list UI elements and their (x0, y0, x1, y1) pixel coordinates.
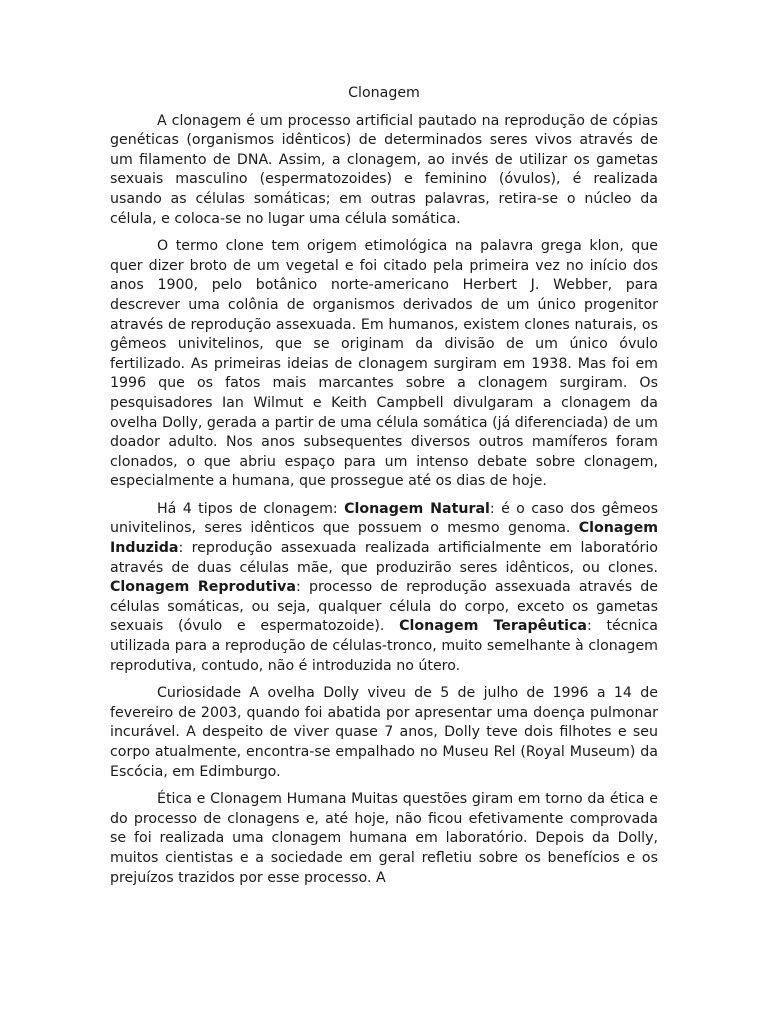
type-induced-term: Clonagem Induzida (110, 520, 658, 557)
document-page (110, 84, 658, 896)
paragraph-intro: A clonagem é um processo artificial pautado na reprodução de cópias genéticas (organismos idênticos) de determinados seres vivos através de um filamento de DNA. Assim, a clonagem, ao invés de utilizar os gametas sexuais masculino (espermatozoides) e feminino (óvulos), é realizada usando as células somáticas; em outras palavras, retira-se o núcleo da célula, e coloca-se no lugar uma célula somática. (110, 112, 658, 227)
type-induced-desc: : reprodução assexuada realizada artificialmente em laboratório através de duas células mãe, que produzirão seres idênticos, ou clones. (110, 540, 658, 576)
type-natural-term: Clonagem Natural (344, 500, 490, 517)
type-therapeutic-desc: : técnica utilizada para a reprodução de células-tronco, muito semelhante à clonagem reprodutiva, contudo, não é introduzida no útero. (110, 618, 658, 674)
paragraph-ethics: Ética e Clonagem Humana Muitas questões giram em torno da ética e do processo de clonagens e, até hoje, não ficou efetivamente comprovada se foi realizada uma clonagem humana em laboratório. Depois da Dolly, muitos cientistas e a sociedade em geral refletiu sobre os benefícios e os prejuízos trazidos por esse processo. A (110, 791, 658, 886)
type-reproductive-term: Clonagem Reprodutiva (110, 579, 297, 596)
paragraph-curiosity: Curiosidade A ovelha Dolly viveu de 5 de julho de 1996 a 14 de fevereiro de 2003, quando foi abatida por apresentar uma doença pulmonar incurável. A despeito de viver quase 7 anos, Dolly teve dois filhotes e seu corpo atualmente, encontra-se empalhado no Museu Rel (Royal Museum) da Escócia, em Edimburgo. (110, 685, 658, 780)
type-therapeutic-term: Clonagem Terapêutica (399, 618, 587, 635)
paragraph-etymology: O termo clone tem origem etimológica na palavra grega klon, que quer dizer broto de um vegetal e foi citado pela primeira vez no início dos anos 1900, pelo botânico norte-americano Herbert J. Webber, para descrever uma colônia de organismos derivados de um único progenitor através de reprodução assexuada. Em humanos, existem clones naturais, os gêmeos univitelinos, que se originam da divisão de um único óvulo fertilizado. As primeiras ideias de clonagem surgiram em 1938. Mas foi em 1996 que os fatos mais marcantes sobre a clonagem surgiram. Os pesquisadores Ian Wilmut e Keith Campbell divulgaram a clonagem da ovelha Dolly, gerada a partir de uma célula somática (já diferenciada) de um doador adulto. Nos anos subsequentes diversos outros mamíferos foram clonados, o que abriu espaço para um intenso debate sobre clonagem, especialmente a humana, que prossegue até os dias de hoje. (110, 238, 658, 490)
type-reproductive-desc: : processo de reprodução assexuada através de células somáticas, ou seja, qualquer célula do corpo, exceto os gametas sexuais (óvulo e espermatozoide). (110, 579, 658, 635)
document-title: Clonagem (348, 85, 420, 101)
paragraph-cloning-types (110, 500, 658, 676)
types-intro-text: Há 4 tipos de clonagem: (157, 500, 345, 517)
type-natural-desc: : é o caso dos gêmeos univitelinos, seres idênticos que possuem o mesmo genoma. (110, 500, 658, 537)
